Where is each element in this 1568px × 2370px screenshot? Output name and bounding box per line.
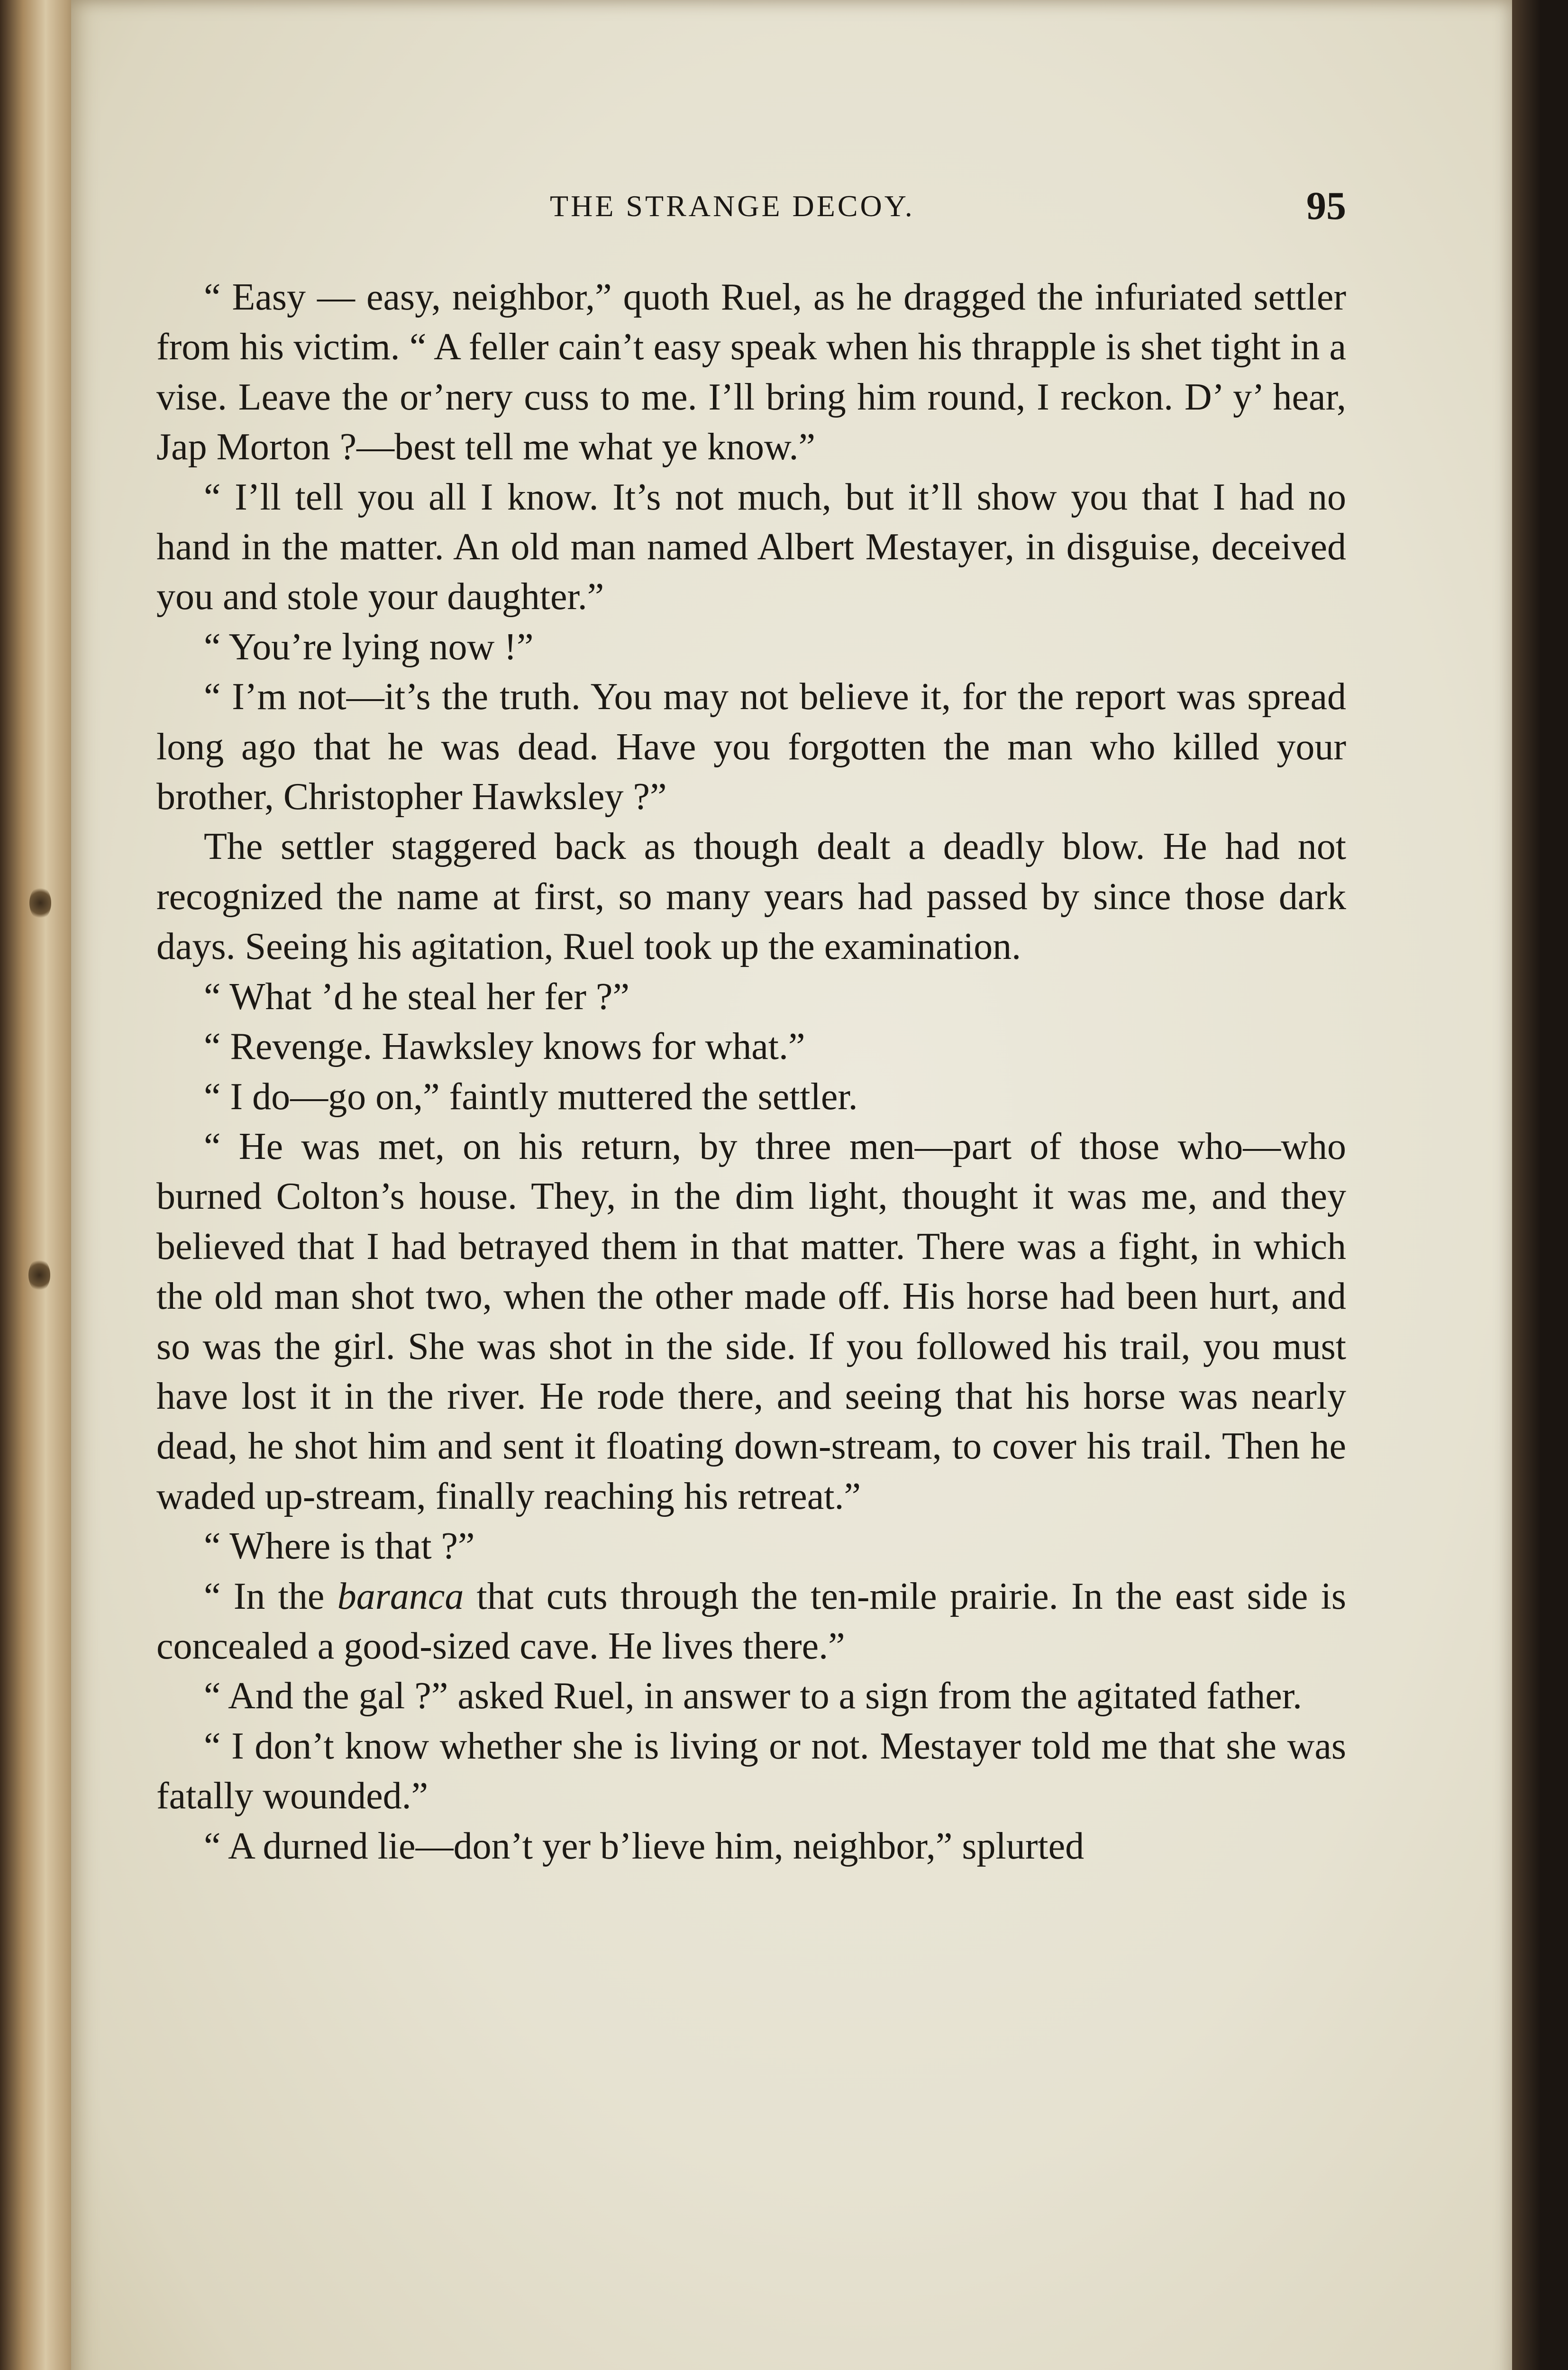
page-edge-shadow [1512,0,1541,2370]
book-spine [0,0,83,2370]
page-number: 95 [1306,184,1346,228]
paragraph: “ A durned lie—don’t yer b’lieve him, neighbor,” splurted [204,1825,1085,1867]
binding-stitch-hole [28,1258,50,1292]
binding-stitch-hole [29,886,51,920]
paragraph: “ What ’d he steal her fer ?” [204,975,630,1018]
paragraph: The settler staggered back as though dealt a deadly blow. He had not recognized the name at first, so many years had passed by since those dark days. Seeing his agitation, Ruel took up the examination. [156,826,1346,968]
paragraph: “ Revenge. Hawksley knows for what.” [204,1026,805,1068]
page-header [161,182,1346,230]
paragraph-text-end: that cuts through the ten-mile prairie. In the east side is concealed a good-sized cave. He lives there.” [156,1575,1346,1667]
paragraph: “ Easy — easy, neighbor,” quoth Ruel, as he dragged the infuriated settler from his victim. “ A feller cain’t easy speak when his thrapple is shet tight in a vise. Leave the or’nery cuss to me. I’ll bring him round, I reckon. D’ y’ hear, Jap Morton ?—best tell me what ye know.” [156,276,1346,468]
italic-word: baranca [337,1575,464,1617]
paragraph: “ I do—go on,” faintly muttered the settler. [204,1076,858,1118]
paragraph: “ I don’t know whether she is living or not. Mestayer told me that she was fatally wounded.” [156,1725,1346,1817]
paragraph: “ He was met, on his return, by three men—part of those who—who burned Colton’s house. They, in the dim light, thought it was me, and they believed that I had betrayed them in that matter. There was a fight, in which the old man shot two, when the other made off. His horse had been hurt, and so was the girl. She was shot in the side. If you followed his trail, you must have lost it in the river. He rode there, and seeing that his horse was nearly dead, he shot him and sent it floating down-stream, to cover his trail. Then he waded up-stream, finally reaching his retreat.” [156,1125,1346,1517]
paragraph: “ I’m not—it’s the truth. You may not believe it, for the report was spread long ago that he was dead. Have you forgotten the man who killed your brother, Christopher Hawksley ?” [156,676,1346,818]
paragraph: “ I’ll tell you all I know. It’s not much, but it’ll show you that I had no hand in the matter. An old man named Albert Mestayer, in disguise, deceived you and stole your daughter.” [156,476,1346,618]
paragraph [156,1572,1346,1672]
paragraph: “ And the gal ?” asked Ruel, in answer to a sign from the agitated father. [204,1675,1303,1717]
paragraph: “ You’re lying now !” [204,626,534,668]
paragraph-text-start: “ In the [204,1575,337,1617]
body-text [156,273,1346,1871]
running-head: THE STRANGE DECOY. [550,189,915,223]
paragraph: “ Where is that ?” [204,1525,475,1568]
